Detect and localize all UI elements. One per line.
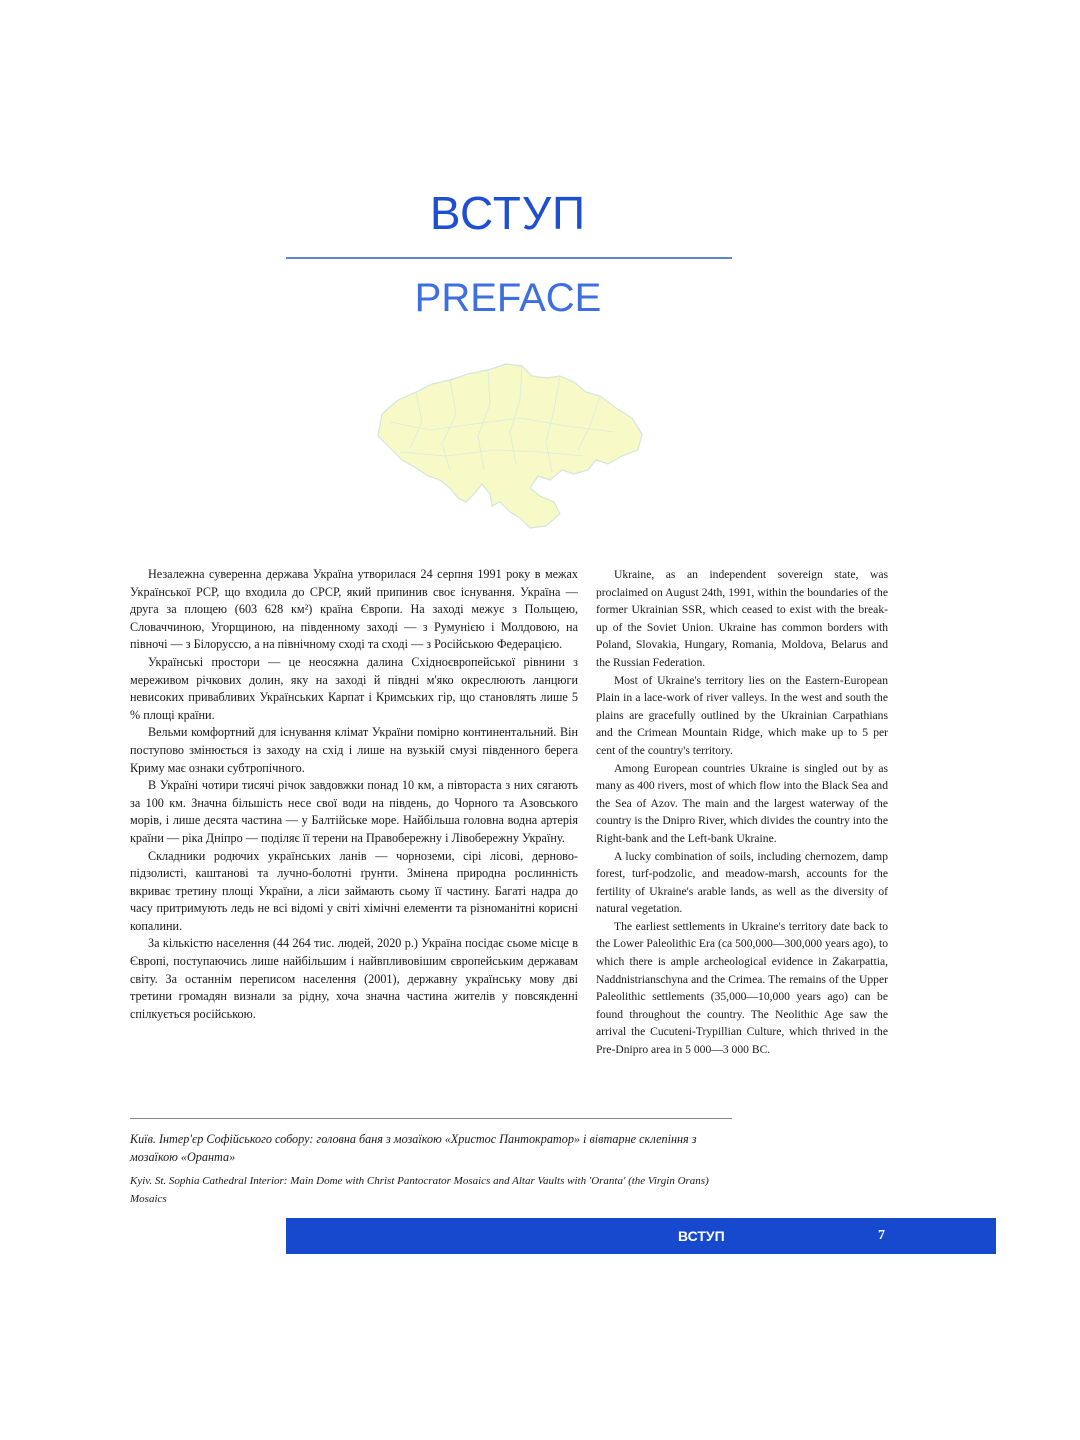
paragraph-en-1: Ukraine, as an independent sovereign state, was proclaimed on August 24th, 1991, within the boundaries of the former Ukrainian SSR, which ceased to exist with the break-up of the Soviet Union. Ukraine has common borders with Poland, Slovakia, Hungary, Romania, Moldova, Belarus and the Russian Federation. <box>596 568 888 669</box>
paragraph-uk-4: В Україні чотири тисячі річок завдовжки понад 10 км, а півтораста з них сягають за 100 км. Значна більшість несе свої води на південь, до Чорного та Азовського морів, і лише десята частина — у Балтійське море. Найбільша головна водна артерія країни — ріка Дніпро — поділяє її терени на Правобережну і Лівобережну Україну. <box>130 778 578 845</box>
page-number: 7 <box>878 1228 885 1243</box>
ukrainian-text-column <box>130 566 578 1023</box>
caption-divider <box>130 1118 732 1119</box>
paragraph-en-2: Most of Ukraine's territory lies on the Eastern-European Plain in a lace-work of river valleys. In the west and south the plains are gracefully outlined by the Ukrainian Carpathians and the Crimean Mountain Ridge, which make up to 5 per cent of the country's territory. <box>596 673 888 757</box>
paragraph-en-4: A lucky combination of soils, including chernozem, damp forest, turf-podzolic, and meadow-marsh, accounts for the fertility of Ukraine's arable lands, as well as the diversity of natural vegetation. <box>596 849 888 916</box>
footer-section-title: ВСТУП <box>678 1228 725 1244</box>
paragraph-uk-1: Незалежна суверенна держава Україна утворилася 24 серпня 1991 року в межах Української РСР, що входила до СРСР, який припинив своє існування. Україна — друга за площею (603 628 км²) країна Європи. На заході межує з Польщею, Словаччиною, Угорщиною, на південному заході — з Румунією і Молдовою, на півночі — з Білоруссю, а на північному сході та сході — з Російською Федерацією. <box>130 567 578 652</box>
page-title-english: PREFACE <box>414 276 602 320</box>
page-title-ukrainian: ВСТУП <box>429 187 587 239</box>
footer-bar <box>286 1218 996 1254</box>
paragraph-uk-5: Складники родючих українських ланів — чорноземи, сірі лісові, дерново-підзолисті, каштанові та лучно-болотні ґрунти. Змінена природна рослинність вкриває третину площі України, а ліси займають сьому її частину. Багаті надра до часу притримують ледь не всі відомі у світі хімічні елементи та різноманітні корисні копалини. <box>130 848 578 933</box>
paragraph-en-3: Among European countries Ukraine is singled out by as many as 400 rivers, most of which flow into the Black Sea and the Sea of Azov. The main and the largest waterway of the country is the Dnipro River, which divides the country into the Right-bank and the Left-bank Ukraine. <box>596 761 888 845</box>
paragraph-uk-6: За кількістю населення (44 264 тис. людей, 2020 р.) Україна посідає сьоме місце в Європі, поступаючись лише найбільшим і найвпливовішим європейським державам світу. За останнім переписом населення (2001), державну українську мову дві третини громадян визнали за рідну, хоча значна частина жителів у повсякденні спілкується російською. <box>130 936 578 1021</box>
caption-ukrainian: Київ. Інтер'єр Софійського собору: головна баня з мозаїкою «Христос Пантократор» і вівтарне склепіння з мозаїкою «Оранта» <box>130 1132 697 1164</box>
paragraph-uk-3: Вельми комфортний для існування клімат України помірно континентальний. Він поступово змінюється із заходу на схід і лише на вузькій смузі південного берега Криму має ознаки субтропічного. <box>130 725 578 775</box>
caption-english: Kyiv. St. Sophia Cathedral Interior: Main Dome with Christ Pantocrator Mosaics and Altar Vaults with 'Oranta' (the Virgin Orans) Mosaics <box>130 1175 709 1205</box>
title-divider <box>286 257 732 259</box>
ukraine-map-icon <box>370 352 646 532</box>
english-text-column <box>596 566 888 1059</box>
paragraph-uk-2: Українські простори — це неосяжна далина Східноєвропейської рівнини з мереживом річкових долин, яку на заході й півдні м'яко окреслюють ланцюги невисоких привабливих Українських Карпат і Кримських гір, що становлять лише 5 % площі країни. <box>130 654 578 722</box>
ukraine-map-shape <box>378 364 642 528</box>
paragraph-en-5: The earliest settlements in Ukraine's territory date back to the Lower Paleolithic Era (ca 500,000—300,000 years ago), to which there is ample archeological evidence in Zakarpattia, Naddnistrianschyna and the Crimea. The remains of the Upper Paleolithic settlements (35,000—10,000 years ago) can be found throughout the country. The Neolithic Age saw the arrival the Cucuteni-Trypillian Culture, which thrived in the Pre-Dnipro area in 5 000—3 000 BC. <box>596 919 888 1057</box>
